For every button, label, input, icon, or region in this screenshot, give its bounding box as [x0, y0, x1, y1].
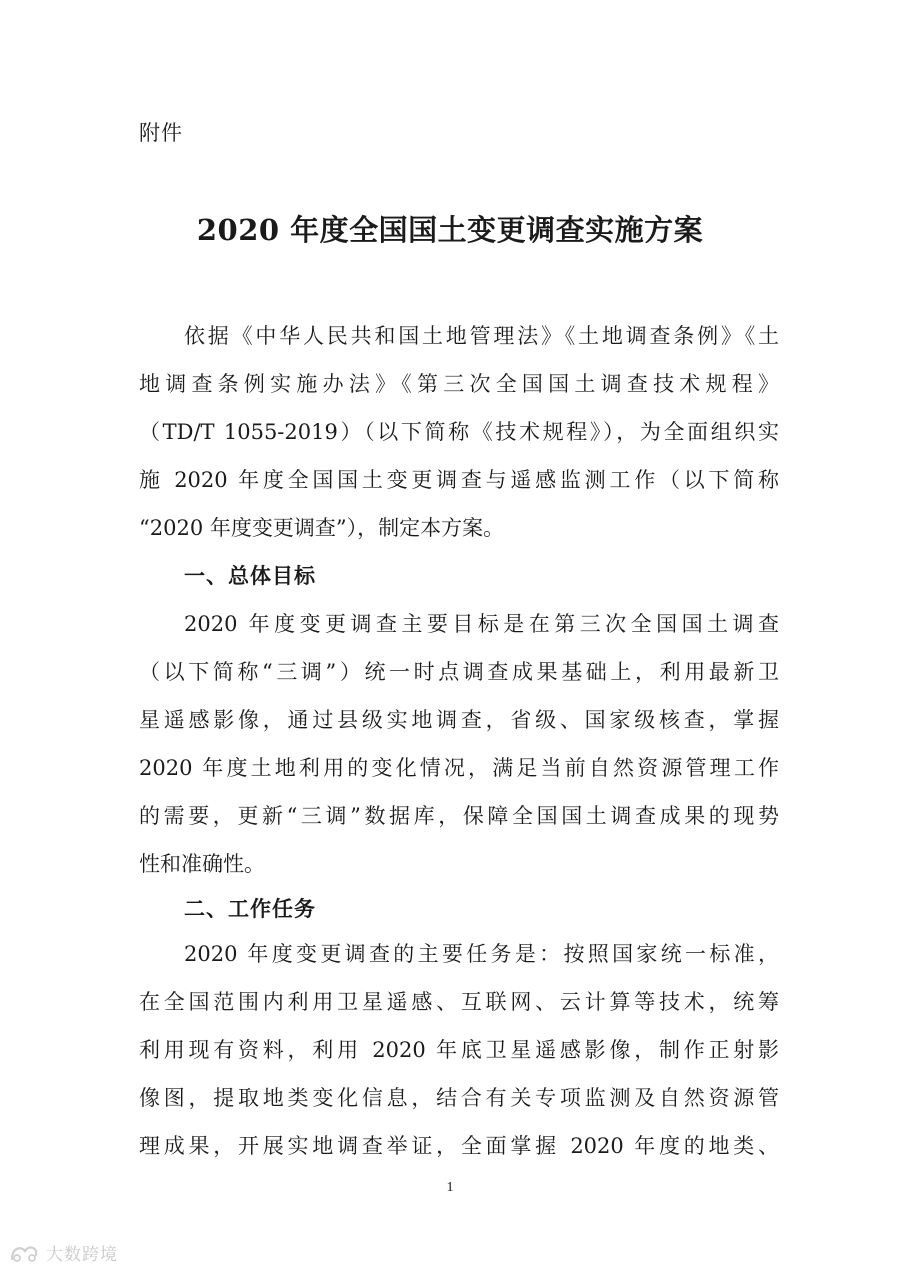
intro-line-1: 依据《中华人民共和国土地管理法》《土地调查条例》《土 [184, 324, 779, 348]
section1-line-3: 星遥感影像，通过县级实地调查，省级、国家级核查，掌握 [139, 708, 779, 732]
watermark [8, 1240, 118, 1265]
section2-line-4: 像图，提取地类变化信息，结合有关专项监测及自然资源管 [139, 1086, 779, 1110]
section1-line-5: 的需要，更新“三调”数据库，保障全国国土调查成果的现势 [139, 804, 779, 828]
attachment-label: 附件 [139, 121, 183, 145]
section-heading-goals: 一、总体目标 [184, 564, 316, 588]
section2-line-2: 在全国范围内利用卫星遥感、互联网、云计算等技术，统筹 [139, 990, 779, 1014]
watermark-logo-icon [8, 1241, 42, 1265]
watermark-text: 大数跨境 [46, 1245, 118, 1265]
section1-line-1: 2020 年度变更调查主要目标是在第三次全国国土调查 [184, 612, 779, 636]
section-heading-tasks: 二、工作任务 [184, 897, 316, 921]
section2-line-1: 2020 年度变更调查的主要任务是：按照国家统一标准， [184, 942, 779, 966]
section2-line-3: 利用现有资料，利用 2020 年底卫星遥感影像，制作正射影 [139, 1038, 779, 1062]
section1-line-4: 2020 年度土地利用的变化情况，满足当前自然资源管理工作 [139, 756, 779, 780]
intro-line-5: “2020 年度变更调查”），制定本方案。 [139, 516, 505, 540]
document-title: 2020 年度全国国土变更调查实施方案 [196, 213, 704, 247]
intro-line-3: （TD/T 1055-2019）（以下简称《技术规程》），为全面组织实 [139, 420, 779, 444]
section2-line-5: 理成果，开展实地调查举证，全面掌握 2020 年度的地类、 [139, 1134, 779, 1158]
section1-line-6: 性和准确性。 [139, 852, 265, 876]
section1-line-2: （以下简称“三调”）统一时点调查成果基础上，利用最新卫 [139, 660, 779, 684]
intro-line-4: 施 2020 年度全国国土变更调查与遥感监测工作（以下简称 [139, 468, 779, 492]
page-number: 1 [446, 1180, 454, 1195]
intro-line-2: 地调查条例实施办法》《第三次全国国土调查技术规程》 [139, 372, 779, 396]
